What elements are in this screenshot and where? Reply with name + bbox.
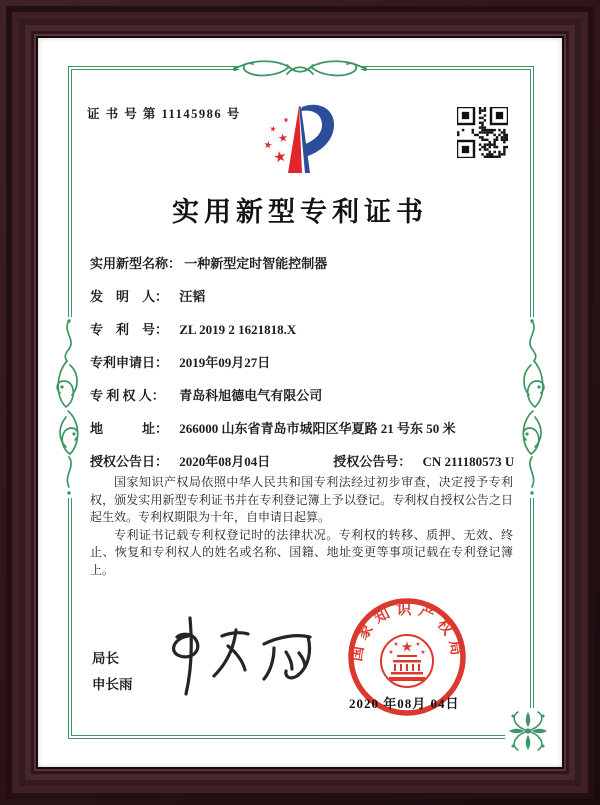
legal-text [90, 474, 513, 579]
field-label: 发 明 人： [90, 289, 169, 304]
field-value: 2020年08月04日 [179, 454, 271, 469]
field-value: 一种新型定时智能控制器 [184, 256, 328, 271]
top-flourish-ornament [225, 56, 375, 84]
field-row-patent-number [90, 313, 514, 346]
field-value: CN 211180573 U [422, 454, 515, 469]
field-value: 2019年09月27日 [179, 355, 271, 370]
field-label: 专利申请日： [90, 355, 169, 370]
legal-paragraph-1: 国家知识产权局依照中华人民共和国专利法经过初步审查，决定授予专利权，颁发实用新型专利证书并在专利登记簿上予以登记。专利权自授权公告之日起生效。专利权期限为十年，自申请日起算。 [90, 475, 513, 524]
grant-number-pair [333, 454, 514, 469]
field-value: ZL 2019 2 1621818.X [179, 322, 297, 337]
signer-title: 局长 [92, 651, 119, 666]
field-list [90, 247, 514, 478]
field-label: 地 址： [90, 421, 169, 436]
certificate-title: 实用新型专利证书 [172, 197, 428, 227]
field-row-patentee [90, 379, 514, 412]
certificate-number: 证 书 号 第 11145986 号 [87, 107, 241, 121]
signer-name: 申长雨 [92, 677, 133, 692]
signer-block [92, 646, 133, 698]
field-row-name [90, 247, 514, 280]
corner-floral-ornament [505, 708, 551, 754]
national-emblem-icon [381, 635, 433, 687]
field-row-application-date [90, 346, 514, 379]
field-value: 青岛科旭德电气有限公司 [179, 388, 323, 403]
seal-date: 2020 年08月 04日 [349, 696, 460, 711]
cnipa-logo-icon [258, 98, 348, 178]
legal-paragraph-2: 专利证书记载专利权登记时的法律状况。专利权的转移、质押、无效、终止、恢复和专利权人的姓名或名称、国籍、地址变更等事项记载在专利登记簿上。 [90, 527, 513, 577]
field-label: 授权公告号： [333, 454, 412, 469]
right-flourish-ornament [514, 315, 549, 500]
field-value: 汪韬 [179, 289, 206, 304]
qr-code [457, 107, 508, 158]
field-label: 授权公告日： [90, 454, 169, 469]
field-label: 专 利 号： [90, 322, 169, 337]
field-label: 专 利 权 人： [90, 388, 165, 403]
field-value: 266000 山东省青岛市城阳区华夏路 21 号东 50 米 [179, 421, 456, 436]
field-label: 实用新型名称： [90, 256, 182, 271]
left-flourish-ornament [52, 315, 87, 500]
seal-text: 国家知识产权局 [349, 601, 465, 663]
svg-text:国家知识产权局 [347, 600, 466, 663]
field-row-address [90, 412, 514, 445]
signature-handwriting-icon [140, 606, 325, 701]
field-row-inventor [90, 280, 514, 313]
